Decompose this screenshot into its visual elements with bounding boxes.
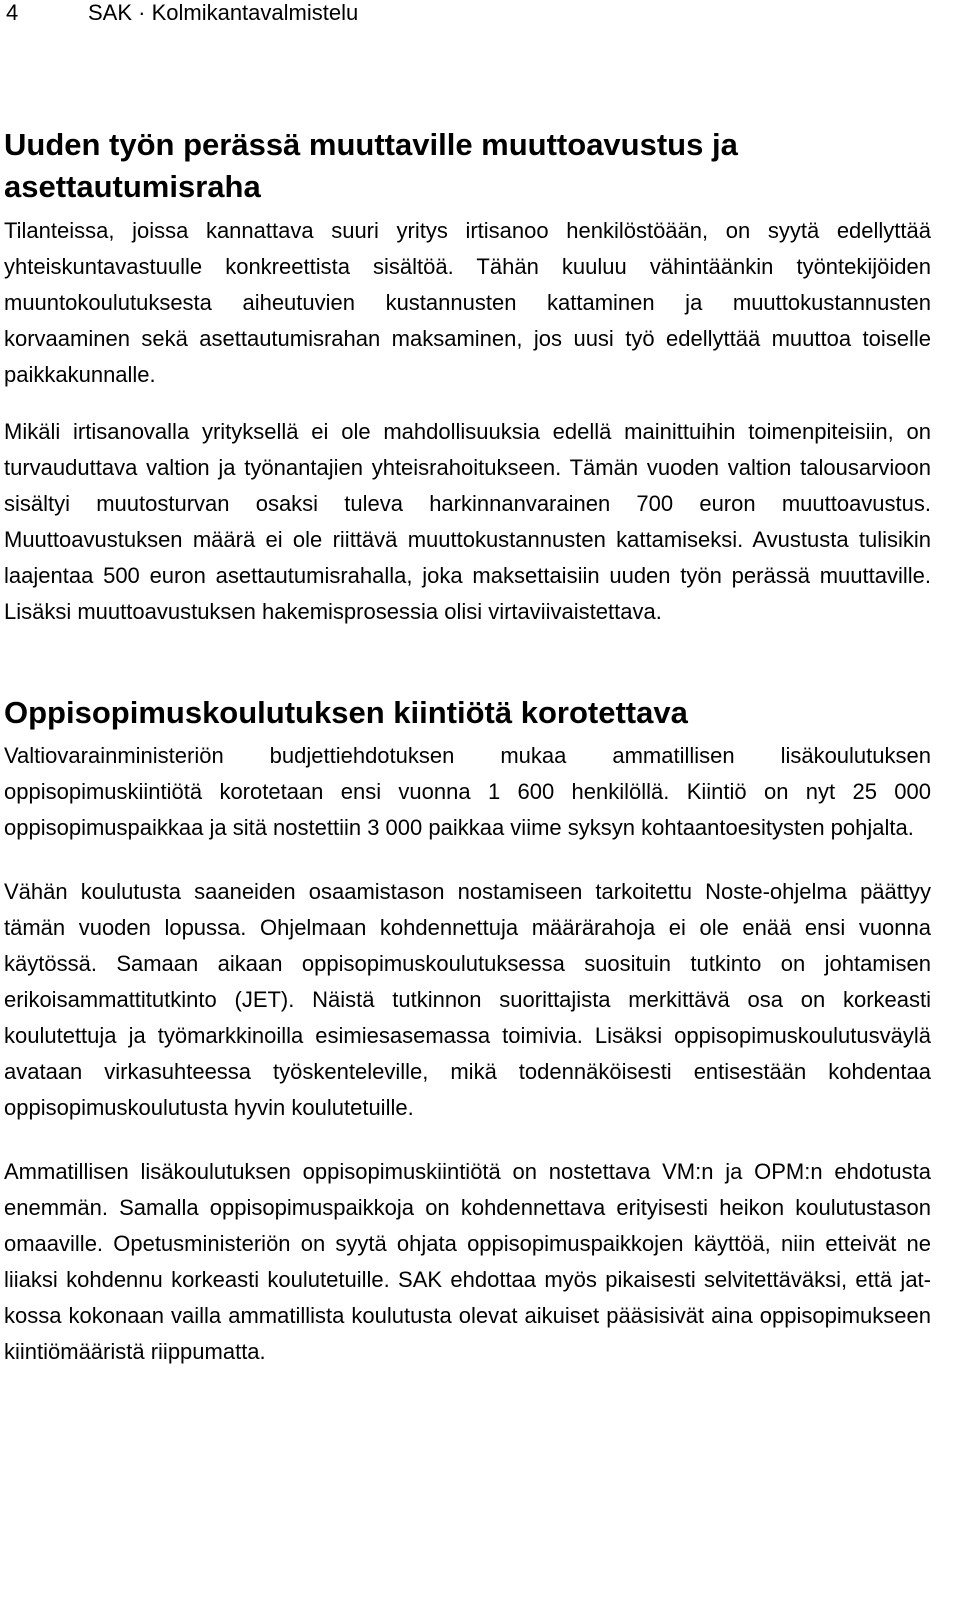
running-header: [6, 0, 358, 26]
header-title: SAK · Kolmikantavalmistelu: [88, 0, 359, 25]
section-heading: Uuden työn perässä muuttaville muuttoavustus ja asettautumisraha: [4, 127, 738, 204]
section-relocation-allowance: [4, 124, 931, 630]
body-paragraph: Ammatillisen lisäkoulutuksen oppisopimuskiintiötä on nostettava VM:n ja OPM:n ehdotusta enemmän. Samalla oppisopimuspaikkoja on kohdennettava erityisesti heikon koulutustason omaaville. Opetusministeriön on syytä ohjata oppisopimuspaikkojen käyttöä, niin etteivät ne liiaksi kohdennu korkeasti koulutetuille. SAK ehdottaa myös pikaisesti selvitettäväksi, että jatkossa kokonaan vailla ammatillista koulutusta olevat aikuiset pääsisivät aina oppisopimukseen kiintiömääristä riippumatta.: [4, 1159, 931, 1364]
section-heading: Oppisopimuskoulutuksen kiintiötä korotettava: [4, 695, 688, 730]
document-body: [4, 124, 931, 1370]
body-paragraph: Mikäli irtisanovalla yrityksellä ei ole mahdollisuuksia edellä mainittuihin toimenpiteisiin, on turvauduttava valtion ja työnantajien yhteisrahoitukseen. Tämän vuoden valtion talousarvioon sisältyi muutosturvan osaksi tuleva harkinnanvarainen 700 euron muuttoavustus. Muuttoavustuksen määrä ei ole riittävä muuttokustannusten kattamiseksi. Avustusta tulisikin laajentaa 500 euron asettautumisrahalla, joka maksettaisiin uuden työn perässä muuttaville. Lisäksi muuttoavustuksen hakemisprosessia olisi virtaviivaistettava.: [4, 419, 931, 624]
body-paragraph: Vähän koulutusta saaneiden osaamistason nostamiseen tarkoitettu Noste-ohjelma päättyy tämän vuoden lopussa. Ohjelmaan kohdennettuja määrärahoja ei ole enää ensi vuonna käytössä. Samaan aikaan oppisopimuskoulutuksessa suosituin tutkinto on johtamisen erikoisammattitutkinto (JET). Näistä tutkinnon suorittajista merkittävä osa on korkeasti koulutettuja ja työmarkkinoilla esimiesasemassa toimivia. Lisäksi oppisopimuskoulutusväylä avataan virkasuhteessa työskenteleville, mikä todennäköisesti entisestään kohdentaa oppisopimuskoulutusta hyvin koulutetuille.: [4, 879, 931, 1120]
body-paragraph: Tilanteissa, joissa kannattava suuri yritys irtisanoo henkilöstöään, on syytä edellyttää yhteiskuntavastuulle konkreettista sisältöä. Tähän kuuluu vähintäänkin työntekijöiden muuntokoulutuksesta aiheutuvien kustannusten kattaminen ja muuttokustannusten korvaaminen sekä asettautumisrahan maksaminen, jos uusi työ edellyttää muuttoa toiselle paikkakunnalle.: [4, 218, 931, 387]
page-number: 4: [6, 0, 19, 25]
section-apprenticeship-quota: [4, 693, 931, 1370]
body-paragraph: Valtiovarainministeriön budjettiehdotuksen mukaa ammatillisen lisäkoulutuksen oppisopimuskiintiötä korotetaan ensi vuonna 1 600 henkilöllä. Kiintiö on nyt 25 000 oppisopimuspaikkaa ja sitä nostettiin 3 000 paikkaa viime syksyn kohtaantoesitysten pohjalta.: [4, 743, 931, 840]
